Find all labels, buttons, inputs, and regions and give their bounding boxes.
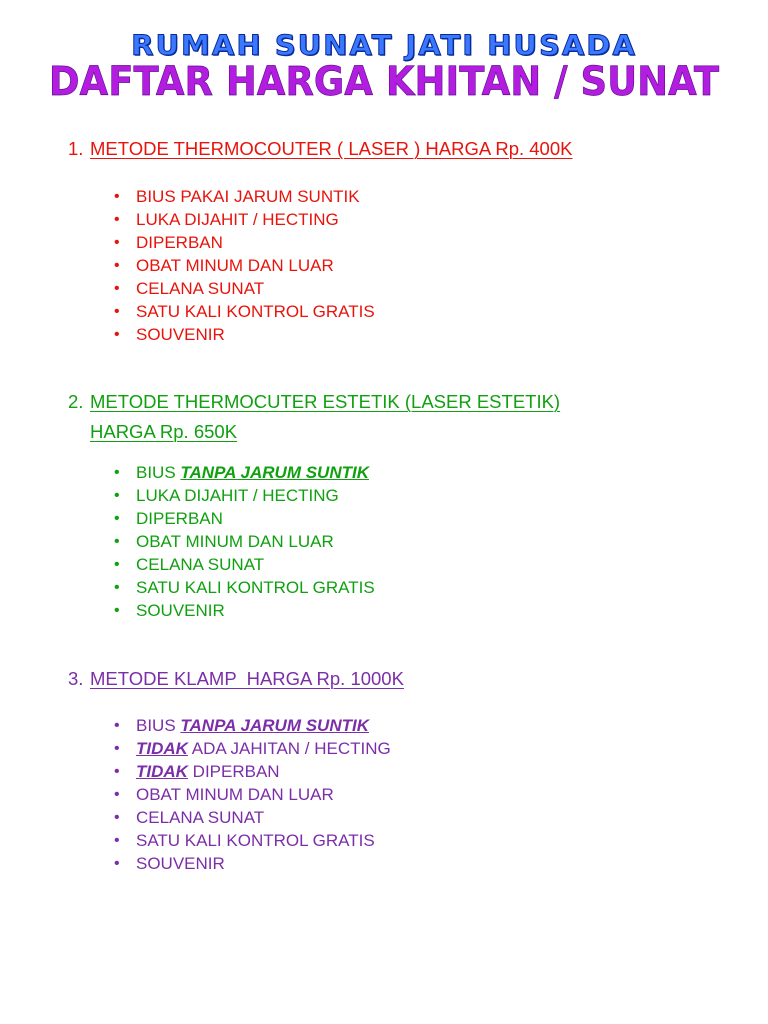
section-number: 3. [68,668,84,689]
section-klamp [68,664,748,694]
item-list-section-3 [114,714,391,875]
list-item: • CELANA SUNAT [114,553,375,576]
section-title: METODE THERMOCOUTER ( LASER ) HARGA Rp. 400K [90,138,573,159]
section-thermocouter [68,134,748,164]
item-list-section-1 [114,185,375,346]
list-item: • LUKA DIJAHIT / HECTING [114,484,375,507]
section-thermocuter-estetik [68,387,748,447]
list-item: • LUKA DIJAHIT / HECTING [114,208,375,231]
list-item: • BIUS TANPA JARUM SUNTIK [114,461,375,484]
section-heading [68,134,748,164]
clinic-name: RUMAH SUNAT JATI HUSADA [131,28,637,62]
list-item: • SATU KALI KONTROL GRATIS [114,300,375,323]
list-item: • SOUVENIR [114,323,375,346]
list-item: • DIPERBAN [114,507,375,530]
list-item: • BIUS PAKAI JARUM SUNTIK [114,185,375,208]
list-item: • SOUVENIR [114,852,391,875]
list-item: • SATU KALI KONTROL GRATIS [114,576,375,599]
list-item: • OBAT MINUM DAN LUAR [114,254,375,277]
list-item: • SATU KALI KONTROL GRATIS [114,829,391,852]
price-list-title: DAFTAR HARGA KHITAN / SUNAT [48,58,720,105]
list-item: • OBAT MINUM DAN LUAR [114,783,391,806]
list-item: • TIDAK ADA JAHITAN / HECTING [114,737,391,760]
section-heading [68,387,748,447]
list-item: • CELANA SUNAT [114,277,375,300]
list-item: • DIPERBAN [114,231,375,254]
section-number: 1. [68,138,84,159]
list-item: • TIDAK DIPERBAN [114,760,391,783]
section-title: METODE KLAMP HARGA Rp. 1000K [90,668,404,689]
section-title: METODE THERMOCUTER ESTETIK (LASER ESTETIK) HARGA Rp. 650K [90,391,561,442]
list-item: • CELANA SUNAT [114,806,391,829]
item-list-section-2 [114,461,375,622]
list-item: • SOUVENIR [114,599,375,622]
list-item: • BIUS TANPA JARUM SUNTIK [114,714,391,737]
section-heading [68,664,748,694]
section-number: 2. [68,391,84,412]
list-item: • OBAT MINUM DAN LUAR [114,530,375,553]
